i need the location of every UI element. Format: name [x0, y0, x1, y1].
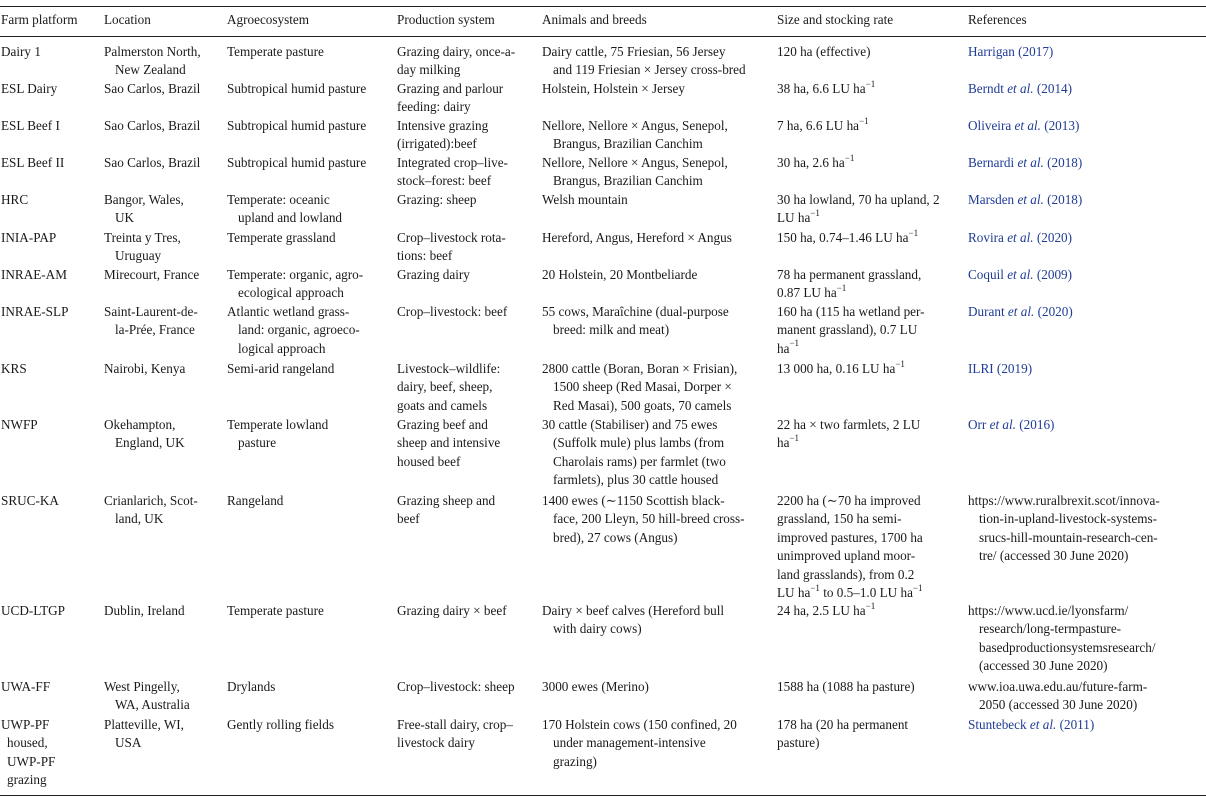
- cell-production-system: day milking: [397, 62, 461, 78]
- cell-references: www.ioa.uwa.edu.au/future-farm-: [968, 679, 1148, 694]
- cell-production-system: goats and camels: [397, 397, 488, 413]
- cell-references[interactable]: Stuntebeck et al. (2011): [968, 717, 1095, 732]
- cell-references: 2050 (accessed 30 June 2020): [979, 697, 1138, 713]
- cell-location: Treinta y Tres,: [104, 230, 181, 245]
- cell-agroecosystem: Drylands: [227, 679, 276, 694]
- cell-animals-breeds: 1400 ewes (∼1150 Scottish black-: [542, 493, 725, 508]
- cell-references: https://www.ruralbrexit.scot/innova-: [968, 493, 1160, 508]
- cell-farm-platform: ESL Beef I: [1, 118, 60, 133]
- cell-location: la-Prée, France: [115, 322, 195, 338]
- cell-location: Mirecourt, France: [104, 267, 200, 282]
- cell-references[interactable]: Harrigan (2017): [968, 44, 1054, 59]
- cell-size-stocking: $ha^{-1}$: [777, 433, 800, 451]
- cell-production-system: livestock dairy: [397, 735, 476, 751]
- cell-references: tre/ (accessed 30 June 2020): [979, 548, 1129, 564]
- header-rule: [0, 36, 1206, 37]
- cell-animals-breeds: Brangus, Brazilian Canchim: [553, 136, 703, 152]
- cell-references: srucs-hill-mountain-research-cen-: [979, 529, 1158, 545]
- cell-size-stocking: 7 ha, 6.6 LU $ha^{-1}$: [777, 115, 869, 133]
- cell-size-stocking: 178 ha (20 ha permanent: [777, 717, 909, 732]
- cell-agroecosystem: Subtropical humid pasture: [227, 81, 367, 96]
- cell-size-stocking: 0.87 LU $ha^{-1}$: [777, 283, 847, 301]
- cell-size-stocking: manent grassland), 0.7 LU: [777, 322, 918, 338]
- cell-production-system: Grazing: sheep: [397, 192, 477, 207]
- cell-farm-platform: UCD-LTGP: [1, 603, 65, 618]
- cell-agroecosystem: Temperate grassland: [227, 230, 336, 245]
- cell-agroecosystem: pasture: [238, 435, 277, 451]
- cell-farm-platform: INRAE-AM: [1, 267, 67, 282]
- cell-animals-breeds: under management-intensive: [553, 735, 706, 751]
- cell-production-system: dairy, beef, sheep,: [397, 379, 493, 395]
- cell-agroecosystem: Subtropical humid pasture: [227, 155, 367, 170]
- cell-size-stocking: 1588 ha (1088 ha pasture): [777, 679, 915, 694]
- cell-location: New Zealand: [115, 62, 186, 78]
- cell-location: Palmerston North,: [104, 44, 201, 59]
- cell-animals-breeds: Hereford, Angus, Hereford × Angus: [542, 230, 732, 245]
- cell-production-system: Crop–livestock: beef: [397, 304, 508, 319]
- cell-animals-breeds: Welsh mountain: [542, 192, 628, 207]
- cell-references[interactable]: Coquil et al. (2009): [968, 267, 1073, 282]
- cell-farm-platform: KRS: [1, 361, 27, 376]
- cell-agroecosystem: Temperate pasture: [227, 44, 324, 59]
- cell-location: West Pingelly,: [104, 679, 180, 694]
- cell-farm-platform: SRUC-KA: [1, 493, 59, 508]
- cell-production-system: Grazing dairy × beef: [397, 603, 507, 618]
- cell-size-stocking: 30 ha lowland, 70 ha upland, 2: [777, 192, 940, 207]
- cell-size-stocking: 150 ha, 0.74–1.46 LU $ha^{-1}$: [777, 227, 919, 245]
- cell-size-stocking: 30 ha, 2.6 $ha^{-1}$: [777, 152, 855, 170]
- cell-animals-breeds: 170 Holstein cows (150 confined, 20: [542, 717, 737, 732]
- cell-production-system: Grazing and parlour: [397, 81, 504, 96]
- cell-references[interactable]: Marsden et al. (2018): [968, 192, 1083, 207]
- cell-references[interactable]: Berndt et al. (2014): [968, 81, 1073, 96]
- header-farm-platform: Farm platform: [1, 12, 78, 27]
- cell-production-system: Crop–livestock rota-: [397, 230, 506, 245]
- cell-production-system: stock–forest: beef: [397, 173, 492, 189]
- cell-agroecosystem: Temperate lowland: [227, 417, 329, 432]
- cell-location: UK: [115, 210, 135, 226]
- cell-agroecosystem: Temperate: oceanic: [227, 192, 330, 207]
- cell-farm-platform: grazing: [7, 772, 47, 788]
- header-references: References: [968, 12, 1027, 27]
- cell-references[interactable]: Orr et al. (2016): [968, 417, 1055, 432]
- header-production-system: Production system: [397, 12, 495, 27]
- cell-production-system: Crop–livestock: sheep: [397, 679, 515, 694]
- cell-size-stocking: 2200 ha (∼70 ha improved: [777, 493, 921, 508]
- cell-animals-breeds: Charolais rams) per farmlet (two: [553, 453, 726, 469]
- cell-location: Saint-Laurent-de-: [104, 304, 198, 319]
- cell-animals-breeds: breed: milk and meat): [553, 322, 670, 338]
- cell-location: Platteville, WI,: [104, 717, 184, 732]
- cell-farm-platform: ESL Beef II: [1, 155, 65, 170]
- cell-animals-breeds: Brangus, Brazilian Canchim: [553, 173, 703, 189]
- cell-location: Bangor, Wales,: [104, 192, 184, 207]
- cell-agroecosystem: Semi-arid rangeland: [227, 361, 335, 376]
- cell-farm-platform: ESL Dairy: [1, 81, 58, 96]
- cell-agroecosystem: Temperate pasture: [227, 603, 324, 618]
- cell-animals-breeds: 30 cattle (Stabiliser) and 75 ewes: [542, 417, 718, 432]
- cell-farm-platform: UWA-FF: [1, 679, 51, 694]
- cell-production-system: Free-stall dairy, crop–: [397, 717, 513, 732]
- cell-agroecosystem: land: organic, agroeco-: [238, 322, 360, 338]
- cell-agroecosystem: Temperate: organic, agro-: [227, 267, 364, 282]
- cell-size-stocking: 120 ha (effective): [777, 44, 871, 59]
- cell-agroecosystem: Subtropical humid pasture: [227, 118, 367, 133]
- cell-size-stocking: 22 ha × two farmlets, 2 LU: [777, 417, 921, 432]
- cell-references[interactable]: ILRI (2019): [968, 361, 1033, 376]
- cell-references: research/long-termpasture-: [979, 621, 1122, 637]
- cell-references[interactable]: Oliveira et al. (2013): [968, 118, 1080, 133]
- cell-size-stocking: pasture): [777, 735, 820, 751]
- cell-animals-breeds: 20 Holstein, 20 Montbeliarde: [542, 267, 698, 282]
- header-agroecosystem: Agroecosystem: [227, 12, 310, 27]
- cell-animals-breeds: face, 200 Lleyn, 50 hill-breed cross-: [553, 511, 745, 527]
- cell-production-system: Grazing sheep and: [397, 493, 496, 508]
- cell-size-stocking: LU $ha^{-1}$ to 0.5–1.0 LU $ha^{-1}$: [777, 582, 923, 600]
- cell-production-system: Livestock–wildlife:: [397, 361, 501, 376]
- cell-animals-breeds: 55 cows, Maraîchine (dual-purpose: [542, 304, 729, 319]
- cell-farm-platform: HRC: [1, 192, 29, 207]
- cell-location: Crianlarich, Scot-: [104, 493, 198, 508]
- cell-farm-platform: UWP-PF: [7, 753, 56, 769]
- cell-references: tion-in-upland-livestock-systems-: [979, 511, 1157, 527]
- cell-references: https://www.ucd.ie/lyonsfarm/: [968, 603, 1129, 618]
- cell-size-stocking: 78 ha permanent grassland,: [777, 267, 922, 282]
- cell-location: WA, Australia: [115, 697, 190, 713]
- cell-location: Sao Carlos, Brazil: [104, 81, 201, 96]
- cell-agroecosystem: logical approach: [238, 340, 326, 356]
- cell-animals-breeds: 1500 sheep (Red Masai, Dorper ×: [553, 379, 732, 395]
- cell-production-system: Integrated crop–live-: [397, 155, 508, 170]
- cell-size-stocking: 13 000 ha, 0.16 LU $ha^{-1}$: [777, 358, 905, 376]
- header-animals-breeds: Animals and breeds: [542, 12, 647, 27]
- cell-animals-breeds: 2800 cattle (Boran, Boran × Frisian),: [542, 361, 738, 376]
- cell-animals-breeds: grazing): [553, 753, 597, 769]
- cell-size-stocking: land grasslands), from 0.2: [777, 566, 915, 582]
- cell-location: land, UK: [115, 511, 164, 527]
- cell-location: Sao Carlos, Brazil: [104, 118, 201, 133]
- cell-agroecosystem: Gently rolling fields: [227, 717, 334, 732]
- cell-production-system: housed beef: [397, 453, 461, 469]
- cell-production-system: Grazing dairy, once-a-: [397, 44, 516, 59]
- cell-references[interactable]: Rovira et al. (2020): [968, 230, 1073, 245]
- cell-size-stocking: 24 ha, 2.5 LU $ha^{-1}$: [777, 600, 876, 618]
- cell-location: Uruguay: [115, 248, 162, 264]
- cell-animals-breeds: (Suffolk mule) plus lambs (from: [553, 435, 725, 451]
- cell-animals-breeds: with dairy cows): [553, 621, 642, 637]
- cell-references[interactable]: Bernardi et al. (2018): [968, 155, 1083, 170]
- cell-animals-breeds: Holstein, Holstein × Jersey: [542, 81, 685, 96]
- cell-agroecosystem: Atlantic wetland grass-: [227, 304, 350, 319]
- bottom-rule: [0, 795, 1206, 796]
- cell-references: (accessed 30 June 2020): [979, 658, 1108, 674]
- cell-production-system: tions: beef: [397, 248, 453, 264]
- cell-farm-platform: NWFP: [1, 417, 38, 432]
- cell-agroecosystem: Rangeland: [227, 493, 284, 508]
- cell-production-system: sheep and intensive: [397, 435, 501, 451]
- cell-agroecosystem: upland and lowland: [238, 210, 343, 226]
- cell-production-system: Grazing dairy: [397, 267, 470, 282]
- cell-references[interactable]: Durant et al. (2020): [968, 304, 1073, 319]
- cell-animals-breeds: Nellore, Nellore × Angus, Senepol,: [542, 155, 728, 170]
- cell-animals-breeds: Red Masai), 500 goats, 70 camels: [553, 397, 732, 413]
- cell-farm-platform: Dairy 1: [1, 44, 41, 59]
- cell-size-stocking: 38 ha, 6.6 LU $ha^{-1}$: [777, 78, 876, 96]
- cell-farm-platform: INRAE-SLP: [1, 304, 69, 319]
- cell-farm-platform: housed,: [7, 735, 48, 751]
- cell-animals-breeds: and 119 Friesian × Jersey cross-bred: [553, 62, 746, 78]
- cell-location: England, UK: [115, 435, 185, 451]
- cell-farm-platform: INIA-PAP: [1, 230, 57, 245]
- cell-animals-breeds: farmlets), plus 30 cattle housed: [553, 472, 719, 488]
- cell-location: Dublin, Ireland: [104, 603, 185, 618]
- cell-size-stocking: improved pastures, 1700 ha: [777, 529, 923, 545]
- cell-size-stocking: 160 ha (115 ha wetland per-: [777, 304, 925, 319]
- cell-animals-breeds: 3000 ewes (Merino): [542, 679, 649, 694]
- cell-production-system: Intensive grazing: [397, 118, 489, 133]
- cell-production-system: beef: [397, 511, 420, 527]
- cell-production-system: feeding: dairy: [397, 99, 471, 115]
- cell-references: basedproductionsystemsresearch/: [979, 639, 1156, 655]
- top-rule: [0, 6, 1206, 7]
- cell-farm-platform: UWP-PF: [1, 717, 50, 732]
- cell-size-stocking: $ha^{-1}$: [777, 338, 800, 356]
- cell-animals-breeds: Dairy × beef calves (Hereford bull: [542, 603, 725, 618]
- cell-production-system: Grazing beef and: [397, 417, 488, 432]
- cell-production-system: (irrigated):beef: [397, 136, 477, 152]
- cell-location: Okehampton,: [104, 417, 176, 432]
- cell-location: USA: [115, 735, 142, 751]
- cell-agroecosystem: ecological approach: [238, 285, 344, 301]
- cell-animals-breeds: Nellore, Nellore × Angus, Senepol,: [542, 118, 728, 133]
- header-location: Location: [104, 12, 151, 27]
- header-size-stocking: Size and stocking rate: [777, 12, 894, 27]
- cell-size-stocking: grassland, 150 ha semi-: [777, 511, 902, 527]
- cell-animals-breeds: Dairy cattle, 75 Friesian, 56 Jersey: [542, 44, 726, 59]
- cell-location: Sao Carlos, Brazil: [104, 155, 201, 170]
- cell-animals-breeds: bred), 27 cows (Angus): [553, 529, 678, 545]
- cell-size-stocking: LU $ha^{-1}$: [777, 208, 820, 226]
- cell-location: Nairobi, Kenya: [104, 361, 186, 376]
- cell-size-stocking: unimproved upland moor-: [777, 548, 916, 564]
